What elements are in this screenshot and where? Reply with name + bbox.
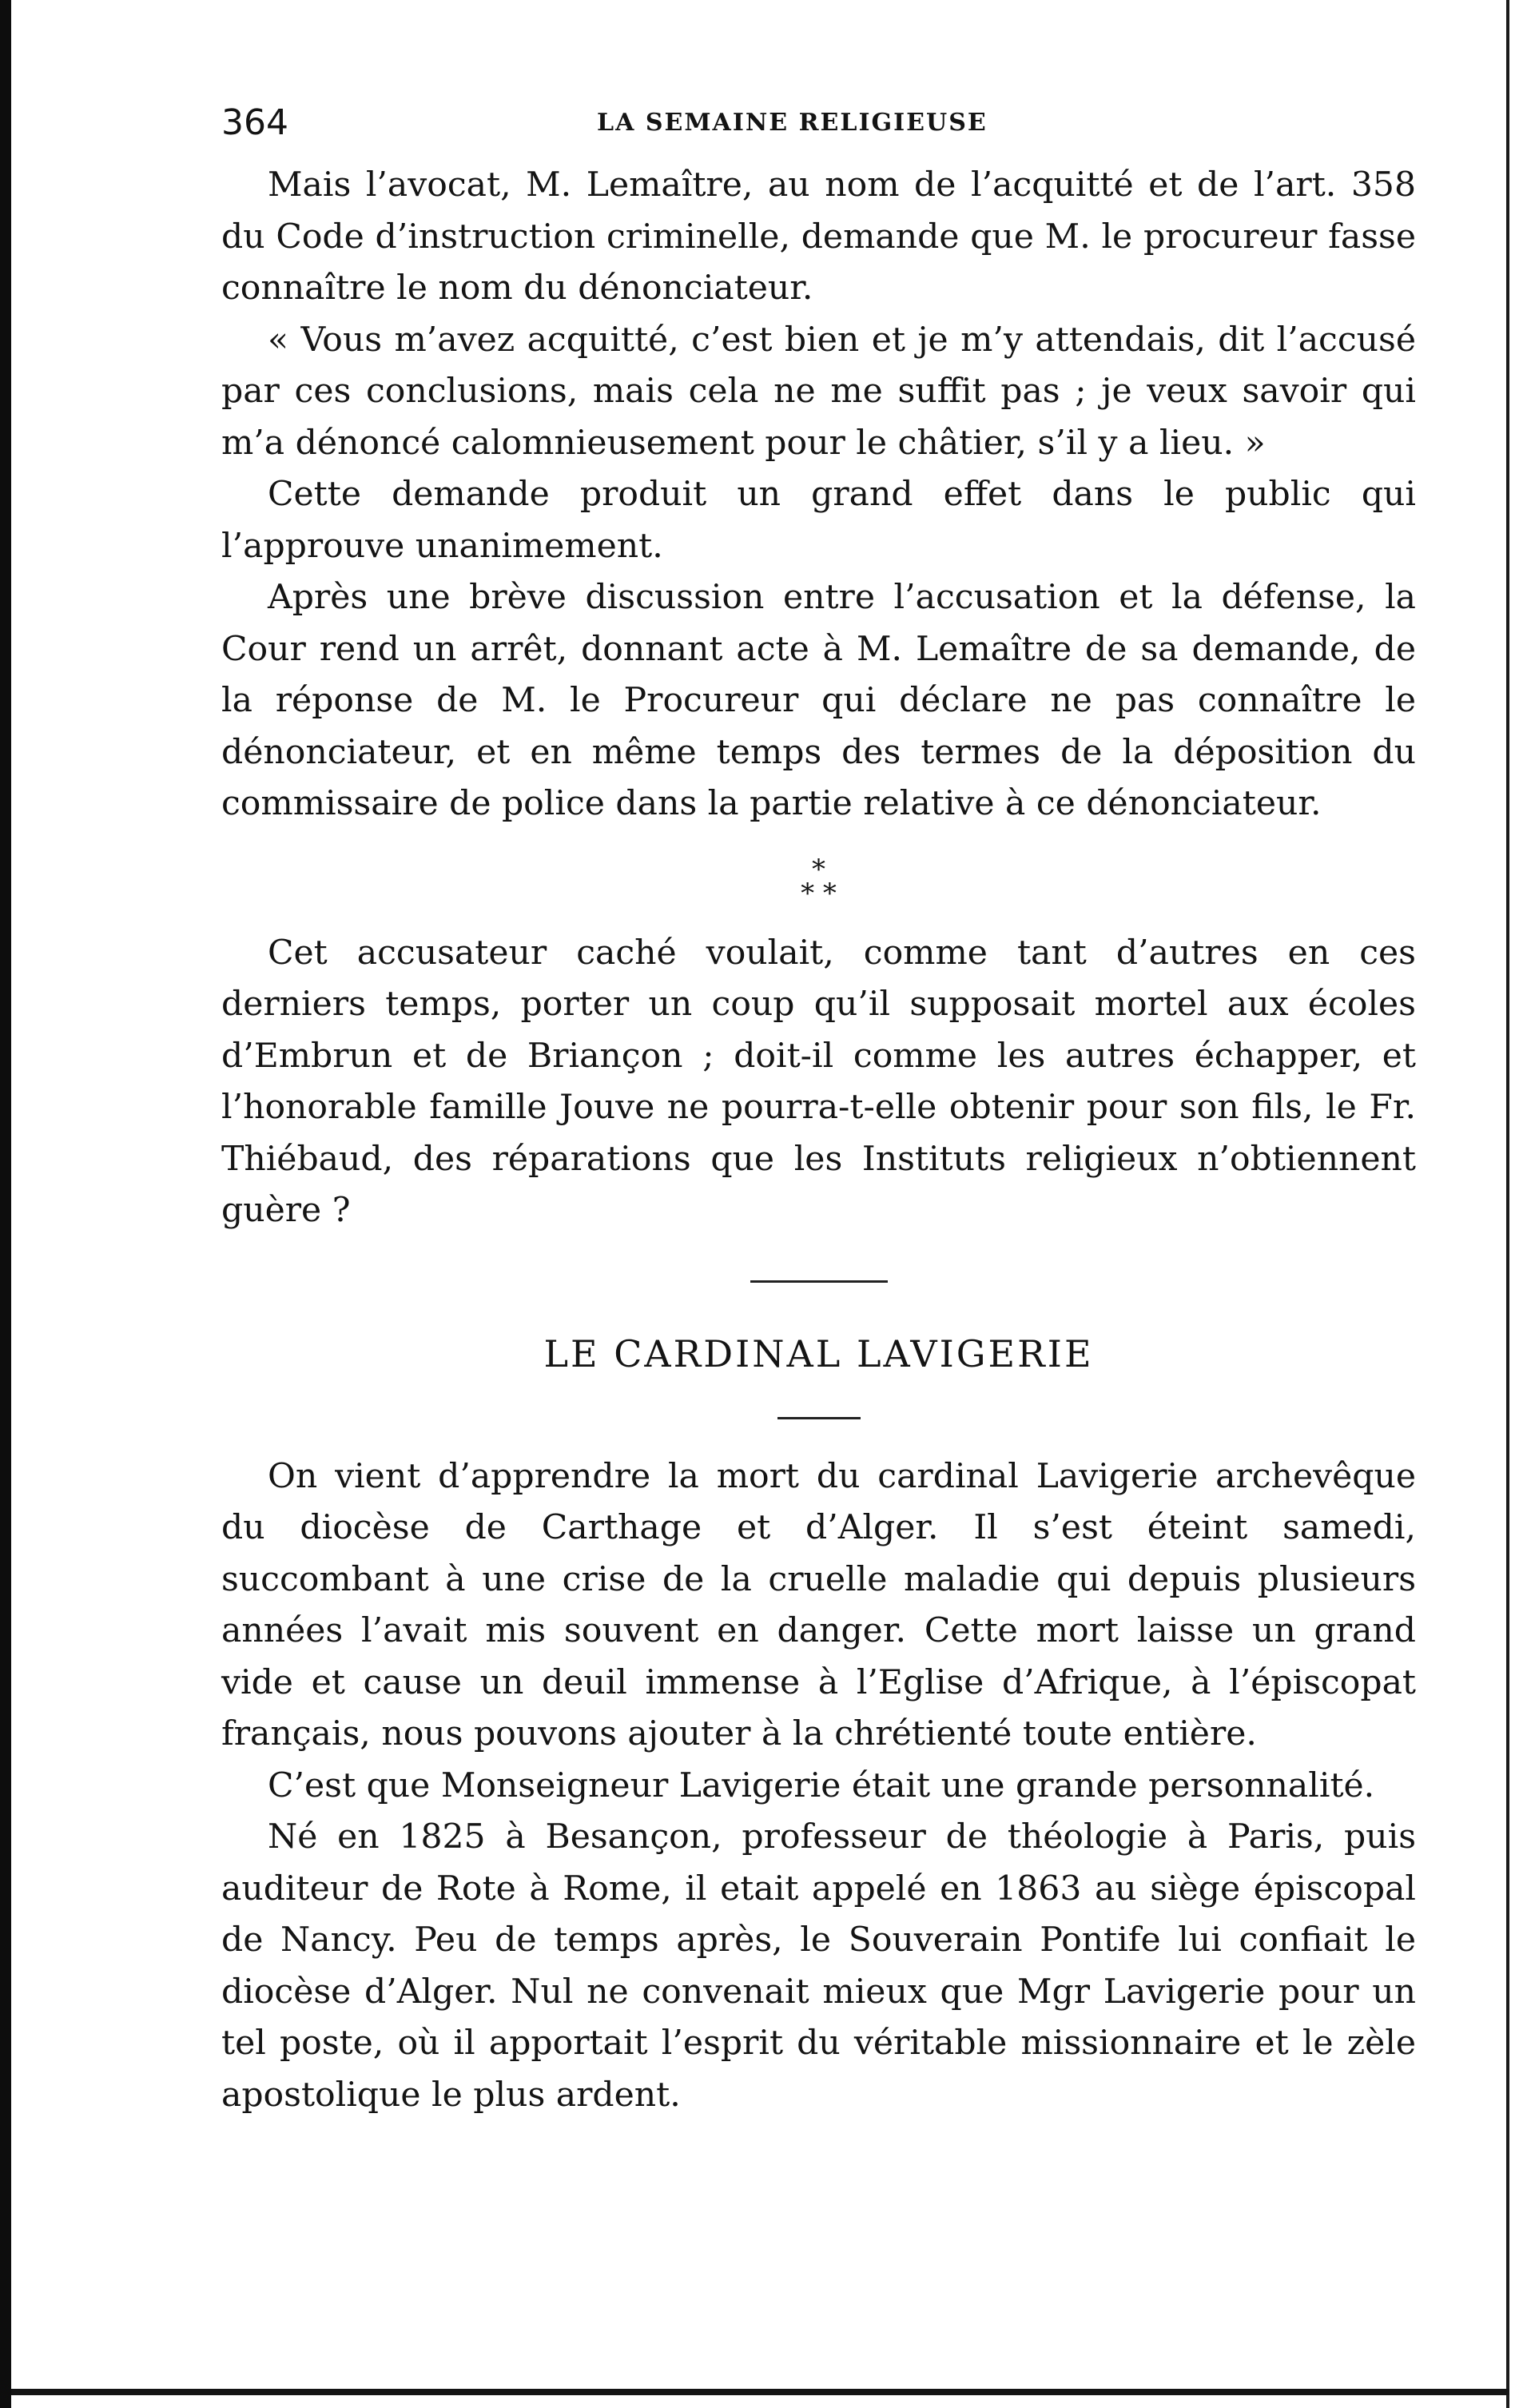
asterism-bottom: * * bbox=[801, 877, 837, 909]
scan-border-right bbox=[1506, 0, 1509, 2408]
asterism-top: * bbox=[812, 853, 825, 886]
journal-title: LA SEMAINE RELIGIEUSE bbox=[597, 109, 988, 137]
paragraph: Cet accusateur caché voulait, comme tant d’autres en ces derniers temps, porter un coup qu’il supposait mortel aux écoles d’Embrun et de Briançon ; doit-il comme les autres échapper, et l’honorable famille Jouve ne pourra-t-elle obtenir pour son fils, le Fr. Thiébaud, des réparations que les Instituts religieux n’obtiennent guère ? bbox=[221, 933, 1416, 1230]
running-head bbox=[221, 96, 1416, 160]
paragraph: On vient d’apprendre la mort du cardinal Lavigerie archevêque du diocèse de Carthage et d’Alger. Il s’est éteint samedi, succombant à une crise de la cruelle maladie qui depuis plusieurs années l’avait mis souvent en danger. Cette mort laisse un grand vide et cause un deuil immense à l’Eglise d’Afrique, à l’épiscopat français, nous pouvons ajouter à la chrétienté toute entière. bbox=[221, 1456, 1416, 1753]
paragraph: C’est que Monseigneur Lavigerie était une grande personnalité. bbox=[268, 1765, 1375, 1805]
section-divider-rule bbox=[750, 1280, 888, 1283]
paragraph: « Vous m’avez acquitté, c’est bien et je m’y attendais, dit l’accusé par ces conclusions, mais cela ne me suffit pas ; je veux savoir qui m’a dénoncé calomnieusement pour le châtier, s’il y a lieu. » bbox=[221, 320, 1416, 463]
scan-border-bottom bbox=[11, 2389, 1509, 2395]
article-heading: LE CARDINAL LAVIGERIE bbox=[543, 1331, 1094, 1375]
paragraph: Cette demande produit un grand effet dans le public qui l’approuve unanimement. bbox=[221, 475, 1416, 566]
heading-underline-rule bbox=[777, 1417, 861, 1419]
book-page bbox=[221, 96, 1416, 2121]
paragraph: Mais l’avocat, M. Lemaître, au nom de l’acquitté et de l’art. 358 du Code d’instruction criminelle, demande que M. le procureur fasse connaître le nom du dénonciateur. bbox=[221, 165, 1416, 308]
paragraph: Né en 1825 à Besançon, professeur de théologie à Paris, puis auditeur de Rote à Rome, il etait appelé en 1863 au siège épiscopal de Nancy. Peu de temps après, le Souverain Pontife lui confiait le diocèse d’Alger. Nul ne convenait mieux que Mgr Lavigerie pour un tel poste, où il apportait l’esprit du véritable missionnaire et le zèle apostolique le plus ardent. bbox=[221, 1817, 1416, 2115]
news-section-1 bbox=[221, 160, 1416, 830]
paragraph: Après une brève discussion entre l’accusation et la défense, la Cour rend un arrêt, donnant acte à M. Lemaître de sa demande, de la réponse de M. le Procureur qui déclare ne pas connaître le dénonciateur, et en même temps des termes de la déposition du commissaire de police dans la partie relative à ce dénonciateur. bbox=[221, 578, 1416, 823]
scan-border-left bbox=[0, 0, 11, 2408]
asterism-separator bbox=[221, 853, 1416, 909]
page-number: 364 bbox=[221, 102, 288, 143]
article-body bbox=[221, 1451, 1416, 2122]
news-section-2 bbox=[221, 928, 1416, 1237]
